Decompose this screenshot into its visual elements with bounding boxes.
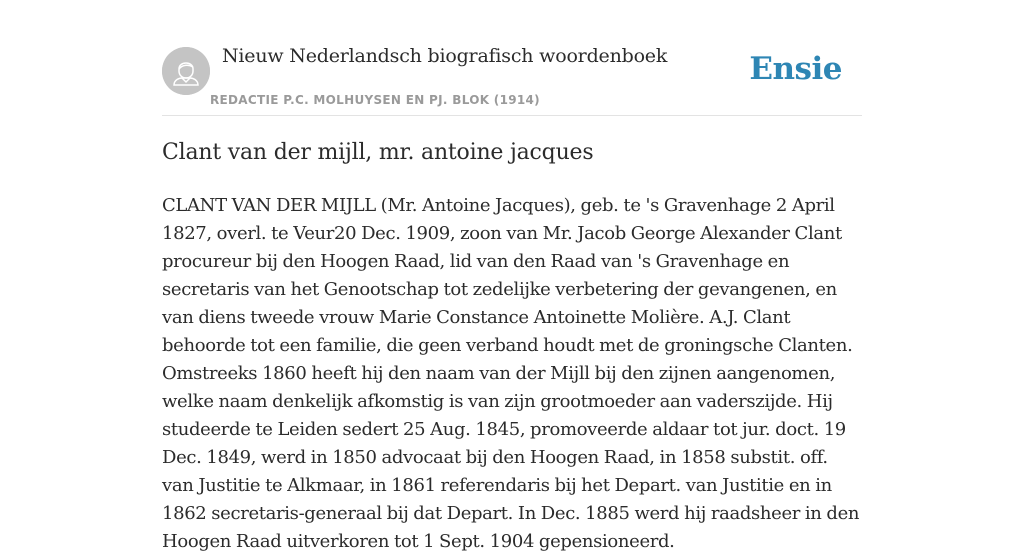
source-title[interactable]: Nieuw Nederlandsch biografisch woordenboek [222,45,668,67]
entry-title: Clant van der mijll, mr. antoine jacques [162,140,594,165]
ensie-logo[interactable]: Ensie [749,51,842,87]
source-header [162,44,862,116]
source-editors: REDACTIE P.C. MOLHUYSEN EN PJ. BLOK (1914) [210,93,540,107]
user-silhouette-icon [162,47,210,95]
entry-body: CLANT VAN DER MIJLL (Mr. Antoine Jacques), geb. te 's Gravenhage 2 April 1827, overl. te Veur20 Dec. 1909, zoon van Mr. Jacob George Alexander Clant procureur bij den Hoogen Raad, lid van den Raad van 's Gravenhage en secretaris van het Genootschap tot zedelijke verbetering der gevangenen, en van diens tweede vrouw Marie Constance Antoinette Molière. A.J. Clant behoorde tot een familie, die geen verband houdt met de groningsche Clanten. Omstreeks 1860 heeft hij den naam van der Mijll bij den zijnen aangenomen, welke naam denkelijk afkomstig is van zijn grootmoeder aan vaderszijde. Hij studeerde te Leiden sedert 25 Aug. 1845, promoveerde aldaar tot jur. doct. 19 Dec. 1849, werd in 1850 advocaat bij den Hoogen Raad, in 1858 substit. off. van Justitie te Alkmaar, in 1861 referendaris bij het Depart. van Justitie en in 1862 secretaris-generaal bij dat Depart. In Dec. 1885 werd hij raadsheer in den Hoogen Raad uitverkoren tot 1 Sept. 1904 gepensioneerd. [162,195,860,552]
